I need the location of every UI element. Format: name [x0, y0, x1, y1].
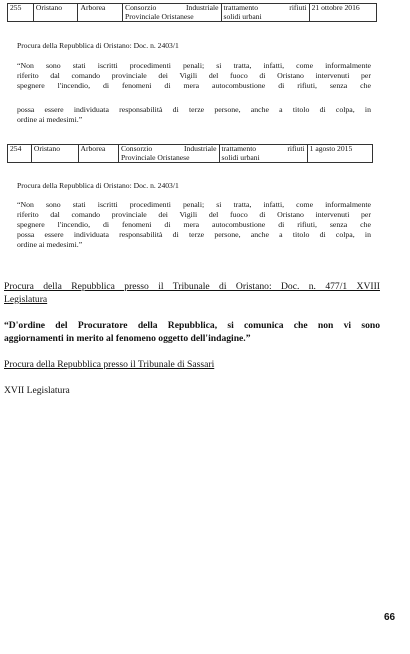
quote-block [17, 61, 371, 125]
record-date: 21 ottobre 2016 [309, 4, 376, 22]
entity-line: Consorzio Industriale [120, 144, 217, 153]
record-town: Arborea [78, 145, 118, 163]
record-city: Oristano [31, 145, 78, 163]
record-date: 1 agosto 2015 [307, 145, 372, 163]
quote-line: possa essere individuata responsabilità di terze persone, anche a titolo di colpa, in [17, 229, 371, 239]
quote-line: “Non sono stati iscritti procedimenti penali; si tratta, infatti, come informalmente [17, 61, 371, 70]
quote-line: riferito dal comando provinciale dei Vigili del fuoco di Oristano intervenuti per [17, 209, 371, 219]
record-activity [219, 145, 307, 163]
legislature-label: XVII Legislatura [4, 385, 70, 396]
quote-line: “D'ordine del Procuratore della Repubblica, si comunica che non vi sono [4, 320, 380, 331]
quote-line: ordine ai medesimi.” [17, 239, 83, 249]
table-row [8, 145, 373, 163]
quote-line: aggiornamenti in merito al fenomeno oggetto dell'indagine.” [4, 332, 251, 344]
source-caption: Procura della Repubblica di Oristano: Doc. n. 2403/1 [17, 41, 179, 50]
section-heading-sassari: Procura della Repubblica presso il Tribunale di Sassari [4, 359, 215, 370]
quote-line: spegnere l'incendio, di fenomeni di mera autocombustione di rifiuti, senza che [17, 80, 371, 90]
entity-line: Provinciale Oristanese [120, 152, 190, 162]
section-quote-oristano [4, 320, 380, 346]
record-activity [221, 4, 309, 22]
record-number: 254 [8, 145, 32, 163]
source-caption: Procura della Repubblica di Oristano: Doc. n. 2403/1 [17, 181, 179, 190]
activity-line: trattamento rifiuti [223, 3, 307, 12]
quote-line: riferito dal comando provinciale dei Vigili del fuoco di Oristano intervenuti per [17, 70, 371, 80]
page-number: 66 [384, 612, 396, 623]
record-number: 255 [8, 4, 34, 22]
activity-line: solidi urbani [221, 152, 260, 162]
record-town: Arborea [78, 4, 123, 22]
record-table-254 [7, 144, 373, 163]
heading-line: Procura della Repubblica presso il Tribunale di Oristano: Doc. n. 477/1 XVIII [4, 281, 380, 292]
quote-block [17, 200, 371, 250]
record-entity [123, 4, 221, 22]
record-city: Oristano [33, 4, 78, 22]
activity-line: solidi urbani [223, 11, 262, 21]
entity-line: Provinciale Oristanese [125, 11, 194, 21]
quote-line: ordine ai medesimi.” [17, 114, 83, 124]
quote-line: spegnere l'incendio, di fenomeni di mera autocombustione di rifiuti, senza che [17, 219, 371, 229]
heading-line: Legislatura [4, 293, 48, 305]
entity-line: Consorzio Industriale [125, 3, 219, 12]
activity-line: trattamento rifiuti [221, 144, 305, 153]
quote-line: possa essere individuata responsabilità di terze persone, anche a titolo di colpa, in [17, 104, 371, 114]
section-heading-oristano [4, 281, 380, 307]
record-entity [118, 145, 219, 163]
table-row [8, 4, 377, 22]
quote-line: “Non sono stati iscritti procedimenti penali; si tratta, infatti, come informalmente [17, 200, 371, 209]
record-table-255 [7, 3, 377, 22]
